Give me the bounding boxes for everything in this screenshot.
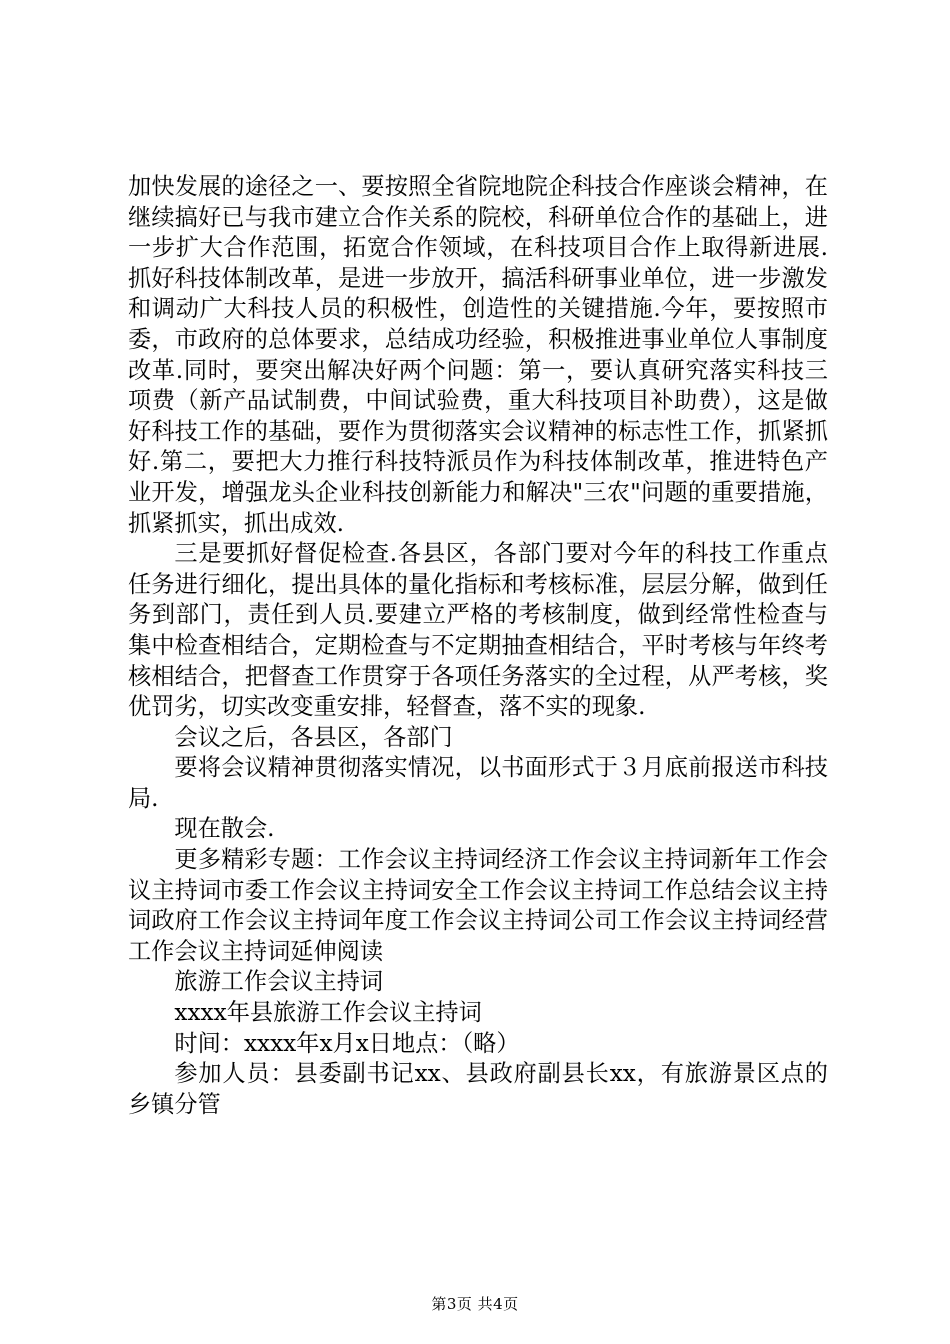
paragraph-more-topics: 更多精彩专题：工作会议主持词经济工作会议主持词新年工作会议主持词市委工作会议主持词安全工作会议主持词工作总结会议主持词政府工作会议主持词年度工作会议主持词公司工作会议主持词经营工作会议主持词延伸阅读 [128, 846, 828, 965]
paragraph-attendees: 参加人员：县委副书记xx、县政府副县长xx，有旅游景区点的乡镇分管 [128, 1060, 828, 1118]
paragraph-tourism-title: 旅游工作会议主持词 [174, 968, 384, 996]
paragraph-supervision: 三是要抓好督促检查.各县区，各部门要对今年的科技工作重点任务进行细化，提出具体的量化指标和考核标准，层层分解，做到任务到部门，责任到人员.要建立严格的考核制度，做到经常性检查与集中检查相结合，定期检查与不定期抽查相结合，平时考核与年终考核相结合，把督查工作贯穿于各项任务落实的全过程，从严考核，奖优罚劣，切实改变重安排，轻督查，落不实的现象. [128, 540, 828, 721]
page-footer: 第3页 共4页 [431, 1295, 519, 1313]
paragraph-tech-reform: 加快发展的途径之一、要按照全省院地院企科技合作座谈会精神，在继续搞好已与我市建立合作关系的院校，科研单位合作的基础上，进一步扩大合作范围，拓宽合作领域，在科技项目合作上取得新进展.抓好科技体制改革，是进一步放开，搞活科研事业单位，进一步激发和调动广大科技人员的积极性，创造性的关键措施.今年，要按照市委，市政府的总体要求，总结成功经验，积极推进事业单位人事制度改革.同时，要突出解决好两个问题：第一，要认真研究落实科技三项费（新产品试制费，中间试验费，重大科技项目补助费），这是做好科技工作的基础，要作为贯彻落实会议精神的标志性工作，抓紧抓好.第二，要把大力推行科技特派员作为科技体制改革，推进特色产业开发，增强龙头企业科技创新能力和解决"三农"问题的重要措施，抓紧抓实，抓出成效. [128, 173, 828, 537]
document-body [128, 172, 828, 1120]
paragraph-tourism-subtitle: xxxx年县旅游工作会议主持词 [174, 999, 482, 1027]
paragraph-after-meeting: 会议之后，各县区，各部门 [174, 723, 453, 751]
paragraph-adjourn: 现在散会. [174, 815, 275, 843]
paragraph-time-location: 时间：xxxx年x月x日地点：（略） [174, 1029, 520, 1057]
paragraph-report-deadline: 要将会议精神贯彻落实情况，以书面形式于３月底前报送市科技局. [128, 754, 828, 812]
